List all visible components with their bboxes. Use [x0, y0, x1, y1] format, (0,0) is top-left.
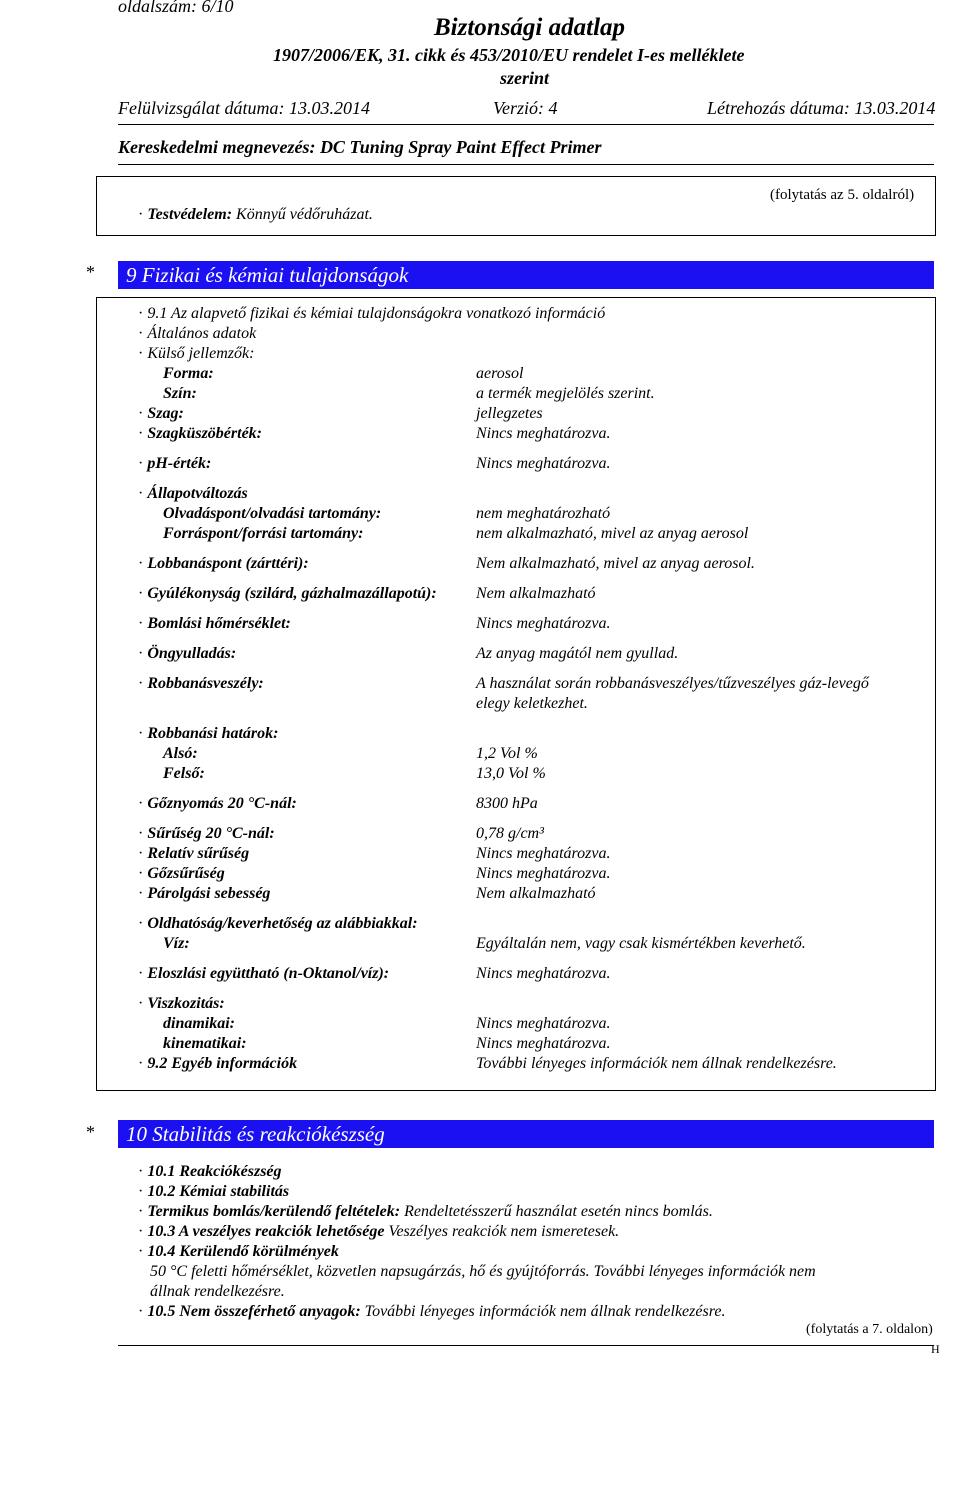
kinematic-viscosity-label: kinematikai:: [163, 1035, 247, 1052]
state-change-heading: Állapotváltozás: [147, 485, 248, 502]
upper-limit-value: 13,0 Vol %: [476, 765, 546, 782]
general-data-heading: Általános adatok: [147, 325, 257, 342]
dynamic-viscosity-label: dinamikai:: [163, 1015, 236, 1032]
melting-label: Olvadáspont/olvadási tartomány:: [163, 505, 382, 522]
ph-label: pH-érték:: [147, 455, 212, 472]
vapor-density-label: Gőzsűrűség: [147, 865, 225, 882]
partition-coefficient-label: Eloszlási együttható (n-Oktanol/víz):: [147, 965, 390, 982]
relative-density-label: Relatív sűrűség: [147, 845, 250, 862]
boiling-label: Forráspont/forrási tartomány:: [163, 525, 364, 542]
water-value: Egyáltalán nem, vagy csak kismértékben keverhető.: [476, 935, 806, 952]
water-label: Víz:: [163, 935, 190, 952]
dynamic-viscosity-value: Nincs meghatározva.: [476, 1015, 611, 1032]
conditions-to-avoid-value-2: állnak rendelkezésre.: [150, 1283, 285, 1300]
continued-from: (folytatás az 5. oldalról): [770, 187, 915, 203]
decomposition-label: Bomlási hőmérséklet:: [147, 615, 291, 632]
density-value: 0,78 g/cm³: [476, 825, 544, 842]
color-label: Szín:: [163, 385, 197, 402]
vapor-pressure-label: Gőznyomás 20 °C-nál:: [147, 795, 297, 812]
incompatible-materials-label: 10.5 Nem összeférhető anyagok:: [147, 1303, 361, 1320]
reactivity-heading: 10.1 Reakciókészség: [147, 1163, 282, 1180]
other-info-label: 9.2 Egyéb információk: [147, 1055, 298, 1072]
solubility-heading: Oldhatóság/keverhetőség az alábbiakkal:: [147, 915, 418, 932]
kinematic-viscosity-value: Nincs meghatározva.: [476, 1035, 611, 1052]
evaporation-rate-label: Párolgási sebesség: [147, 885, 271, 902]
document-title: Biztonsági adatlap: [434, 14, 626, 41]
viscosity-heading: Viszkozitás:: [147, 995, 225, 1012]
appearance-heading: Külső jellemzők:: [147, 345, 255, 362]
flash-point-value: Nem alkalmazható, mivel az anyag aerosol.: [476, 555, 755, 572]
relative-density-value: Nincs meghatározva.: [476, 845, 611, 862]
explosion-danger-label: Robbanásveszély:: [147, 675, 264, 692]
section9-change-marker: *: [86, 262, 95, 282]
conditions-to-avoid-label: 10.4 Kerülendő körülmények: [147, 1243, 339, 1260]
hazardous-reactions-value: Veszélyes reakciók nem ismeretesek.: [388, 1223, 620, 1240]
flash-point-label: Lobbanáspont (zárttéri):: [147, 555, 309, 572]
vapor-density-value: Nincs meghatározva.: [476, 865, 611, 882]
odor-threshold-label: Szagküszöbérték:: [147, 425, 263, 442]
trade-name-divider: [118, 164, 934, 165]
section10-title-band: [118, 1120, 934, 1148]
odor-label: Szag:: [147, 405, 184, 422]
odor-value: jellegzetes: [476, 405, 543, 422]
autoignition-value: Az anyag magától nem gyullad.: [476, 645, 679, 662]
autoignition-label: Öngyulladás:: [147, 645, 237, 662]
body-protection-label: Testvédelem:: [147, 206, 233, 223]
basic-info-heading: 9.1 Az alapvető fizikai és kémiai tulajdonságokra vonatkozó információ: [147, 305, 606, 322]
decomposition-value: Nincs meghatározva.: [476, 615, 611, 632]
melting-value: nem meghatározható: [476, 505, 611, 522]
document-subtitle: 1907/2006/EK, 31. cikk és 453/2010/EU rendelet I-es melléklete: [273, 45, 745, 65]
thermal-decomposition-label: Termikus bomlás/kerülendő feltételek:: [147, 1203, 401, 1220]
revision-date: Felülvizsgálat dátuma: 13.03.2014: [118, 98, 370, 118]
density-label: Sűrűség 20 °C-nál:: [147, 825, 275, 842]
section10-title: 10 Stabilitás és reakciókészség: [126, 1122, 385, 1146]
continued-on: (folytatás a 7. oldalon): [806, 1322, 933, 1337]
version: Verzió: 4: [493, 98, 558, 118]
body-protection-value: Könnyű védőruházat.: [236, 206, 373, 223]
flammability-value: Nem alkalmazható: [476, 585, 596, 602]
partition-coefficient-value: Nincs meghatározva.: [476, 965, 611, 982]
vapor-pressure-value: 8300 hPa: [476, 795, 538, 812]
header-divider: [118, 124, 934, 125]
conditions-to-avoid-value-1: 50 °C feletti hőmérséklet, közvetlen napsugárzás, hő és gyújtóforrás. További lényeges információk nem: [150, 1263, 816, 1280]
evaporation-rate-value: Nem alkalmazható: [476, 885, 596, 902]
form-value: aerosol: [476, 365, 524, 382]
lower-limit-value: 1,2 Vol %: [476, 745, 538, 762]
thermal-decomposition-value: Rendeltetésszerű használat esetén nincs bomlás.: [404, 1203, 713, 1220]
ph-value: Nincs meghatározva.: [476, 455, 611, 472]
upper-limit-label: Felső:: [163, 765, 205, 782]
section9-title-band: [118, 261, 934, 289]
trade-name: Kereskedelmi megnevezés: DC Tuning Spray Paint Effect Primer: [118, 137, 602, 157]
chemical-stability-heading: 10.2 Kémiai stabilitás: [147, 1183, 290, 1200]
form-label: Forma:: [163, 365, 214, 382]
explosion-limits-heading: Robbanási határok:: [147, 725, 279, 742]
lower-limit-label: Alsó:: [163, 745, 198, 762]
hazardous-reactions-label: 10.3 A veszélyes reakciók lehetősége: [147, 1223, 385, 1240]
color-value: a termék megjelölés szerint.: [476, 385, 655, 402]
document-subtitle-2: szerint: [500, 68, 550, 88]
boiling-value: nem alkalmazható, mivel az anyag aerosol: [476, 525, 749, 542]
section10-change-marker: *: [86, 1122, 95, 1142]
flammability-label: Gyúlékonyság (szilárd, gázhalmazállapotú):: [147, 585, 437, 602]
incompatible-materials-value: További lényeges információk nem állnak rendelkezésre.: [364, 1303, 726, 1320]
created-date: Létrehozás dátuma: 13.03.2014: [707, 98, 936, 118]
other-info-value: További lényeges információk nem állnak rendelkezésre.: [476, 1055, 837, 1072]
footer-divider: [118, 1345, 934, 1346]
odor-threshold-value: Nincs meghatározva.: [476, 425, 611, 442]
explosion-danger-value-2: elegy keletkezhet.: [476, 695, 588, 712]
explosion-danger-value-1: A használat során robbanásveszélyes/tűzveszélyes gáz-levegő: [476, 675, 869, 692]
section9-title: 9 Fizikai és kémiai tulajdonságok: [126, 263, 409, 287]
footer-mark: H: [931, 1342, 940, 1356]
page-number: oldalszám: 6/10: [118, 0, 234, 16]
